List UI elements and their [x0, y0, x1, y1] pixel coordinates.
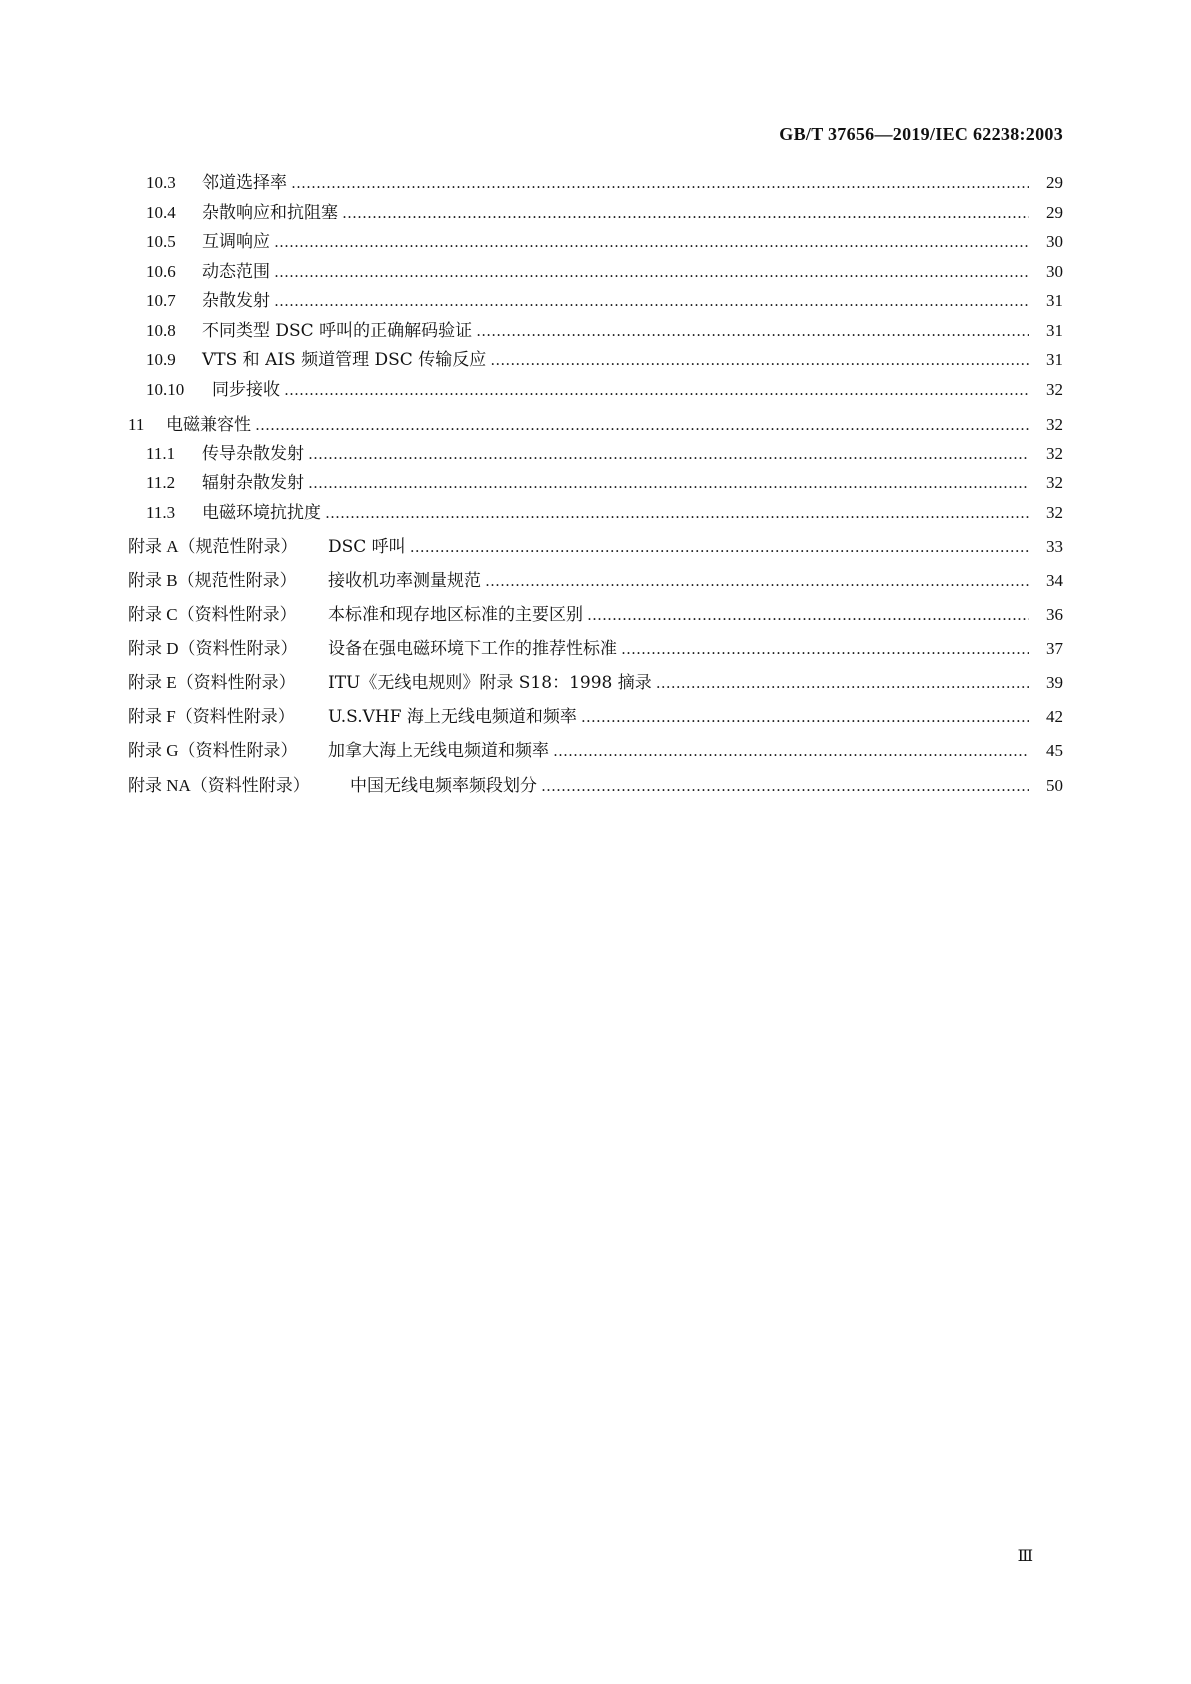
- toc-entry-title: 杂散响应和抗阻塞: [202, 203, 338, 223]
- toc-entry-title: ITU《无线电规则》附录 S18：1998 摘录: [328, 673, 652, 693]
- toc-entry[interactable]: [128, 408, 1063, 436]
- toc-entry-title: 杂散发射: [202, 291, 270, 311]
- toc-entry-number: 附录 F（资料性附录）: [128, 707, 295, 726]
- toc-dot-leader: [587, 604, 1029, 626]
- toc-entry[interactable]: [146, 284, 1063, 312]
- toc-entry-number: 11.3: [146, 503, 176, 522]
- toc-entry-title: VTS 和 AIS 频道管理 DSC 传输反应: [202, 350, 487, 370]
- toc-entry-page: 32: [1046, 380, 1063, 399]
- toc-entry-page: 42: [1046, 707, 1063, 726]
- toc-dot-leader: [621, 638, 1029, 660]
- toc-entry-title: DSC 呼叫: [328, 537, 406, 557]
- toc-dot-leader: [308, 443, 1029, 465]
- toc-entry-number: 10.5: [146, 232, 176, 251]
- toc-entry-annex-d[interactable]: [128, 632, 1063, 660]
- toc-entry-page: 32: [1046, 415, 1063, 434]
- toc-entry-number: 附录 B（规范性附录）: [128, 571, 297, 590]
- toc-entry-page: 31: [1046, 350, 1063, 369]
- toc-entry-annex-b[interactable]: [128, 564, 1063, 592]
- toc-entry-title: 电磁兼容性: [166, 415, 251, 435]
- toc-entry[interactable]: [146, 437, 1063, 465]
- toc-entry[interactable]: [146, 314, 1063, 342]
- toc-entry-page: 33: [1046, 537, 1063, 556]
- toc-entry-page: 36: [1046, 605, 1063, 624]
- toc-dot-leader: [485, 570, 1029, 592]
- toc-entry-page: 50: [1046, 776, 1063, 795]
- toc-entry-page: 31: [1046, 321, 1063, 340]
- toc-entry-number: 附录 NA（资料性附录）: [128, 776, 310, 795]
- toc-entry-annex-f[interactable]: [128, 700, 1063, 728]
- toc-entry[interactable]: [146, 225, 1063, 253]
- toc-dot-leader: [410, 536, 1029, 558]
- toc-entry-page: 31: [1046, 291, 1063, 310]
- toc-dot-leader: [553, 740, 1029, 762]
- toc-entry-title: 互调响应: [202, 232, 270, 252]
- toc-entry-number: 11.1: [146, 444, 176, 463]
- toc-entry-annex-a[interactable]: [128, 530, 1063, 558]
- standard-code-header: GB/T 37656—2019/IEC 62238:2003: [779, 124, 1063, 144]
- toc-dot-leader: [541, 775, 1029, 797]
- toc-entry-number: 10.3: [146, 173, 176, 192]
- toc-entry-number: 附录 G（资料性附录）: [128, 741, 298, 760]
- toc-entry[interactable]: [146, 343, 1063, 371]
- toc-entry-number: 10.10: [146, 380, 185, 399]
- toc-entry-title: 不同类型 DSC 呼叫的正确解码验证: [202, 321, 473, 341]
- toc-entry[interactable]: [146, 255, 1063, 283]
- toc-entry-title: 同步接收: [212, 380, 280, 400]
- toc-entry-page: 37: [1046, 639, 1063, 658]
- toc-entry-page: 30: [1046, 262, 1063, 281]
- toc-entry-number: 附录 D（资料性附录）: [128, 639, 298, 658]
- toc-entry-number: 10.8: [146, 321, 176, 340]
- toc-entry-number: 10.4: [146, 203, 176, 222]
- toc-entry-number: 附录 C（资料性附录）: [128, 605, 297, 624]
- toc-dot-leader: [274, 231, 1029, 253]
- toc-entry-page: 32: [1046, 473, 1063, 492]
- toc-entry-page: 39: [1046, 673, 1063, 692]
- toc-dot-leader: [274, 290, 1029, 312]
- toc-entry-number: 11: [128, 415, 145, 434]
- toc-entry-page: 29: [1046, 173, 1063, 192]
- page-number: Ⅲ: [1017, 1548, 1033, 1565]
- toc-entry-title: 传导杂散发射: [202, 444, 304, 464]
- toc-entry-page: 30: [1046, 232, 1063, 251]
- toc-entry-annex-e[interactable]: [128, 666, 1063, 694]
- toc-entry-annex-na[interactable]: [128, 769, 1063, 797]
- toc-dot-leader: [581, 706, 1029, 728]
- toc-entry-page: 34: [1046, 571, 1063, 590]
- toc-dot-leader: [255, 414, 1029, 436]
- toc-entry-title: 邻道选择率: [202, 173, 287, 193]
- toc-entry[interactable]: [146, 496, 1063, 524]
- toc-entry[interactable]: [146, 196, 1063, 224]
- toc-entry-number: 11.2: [146, 473, 176, 492]
- toc-entry-page: 32: [1046, 503, 1063, 522]
- toc-entry-page: 45: [1046, 741, 1063, 760]
- toc-dot-leader: [476, 320, 1029, 342]
- toc-entry-title: 电磁环境抗扰度: [202, 503, 321, 523]
- toc-entry[interactable]: [146, 466, 1063, 494]
- toc-dot-leader: [325, 502, 1029, 524]
- toc-dot-leader: [308, 472, 1029, 494]
- toc-entry[interactable]: [146, 373, 1063, 401]
- toc-dot-leader: [656, 672, 1029, 694]
- toc-entry[interactable]: [146, 166, 1063, 194]
- toc-entry-annex-g[interactable]: [128, 734, 1063, 762]
- toc-entry-title: 接收机功率测量规范: [328, 571, 481, 591]
- toc-entry-number: 10.9: [146, 350, 176, 369]
- toc-dot-leader: [291, 172, 1029, 194]
- toc-entry-title: 加拿大海上无线电频道和频率: [328, 741, 549, 761]
- toc-entry-number: 10.6: [146, 262, 176, 281]
- toc-entry-title: 中国无线电频率频段划分: [350, 776, 537, 796]
- toc-dot-leader: [342, 202, 1029, 224]
- toc-entry-page: 29: [1046, 203, 1063, 222]
- toc-entry-title: 设备在强电磁环境下工作的推荐性标准: [328, 639, 617, 659]
- toc-entry-title: 本标准和现存地区标准的主要区别: [328, 605, 583, 625]
- toc-dot-leader: [490, 349, 1029, 371]
- toc-entry-number: 附录 E（资料性附录）: [128, 673, 296, 692]
- toc-entry-number: 10.7: [146, 291, 176, 310]
- toc-entry-annex-c[interactable]: [128, 598, 1063, 626]
- toc-entry-page: 32: [1046, 444, 1063, 463]
- toc-dot-leader: [274, 261, 1029, 283]
- toc-dot-leader: [284, 379, 1029, 401]
- toc-entry-title: U.S.VHF 海上无线电频道和频率: [328, 707, 577, 727]
- toc-entry-number: 附录 A（规范性附录）: [128, 537, 298, 556]
- toc-entry-title: 辐射杂散发射: [202, 473, 304, 493]
- toc-entry-title: 动态范围: [202, 262, 270, 282]
